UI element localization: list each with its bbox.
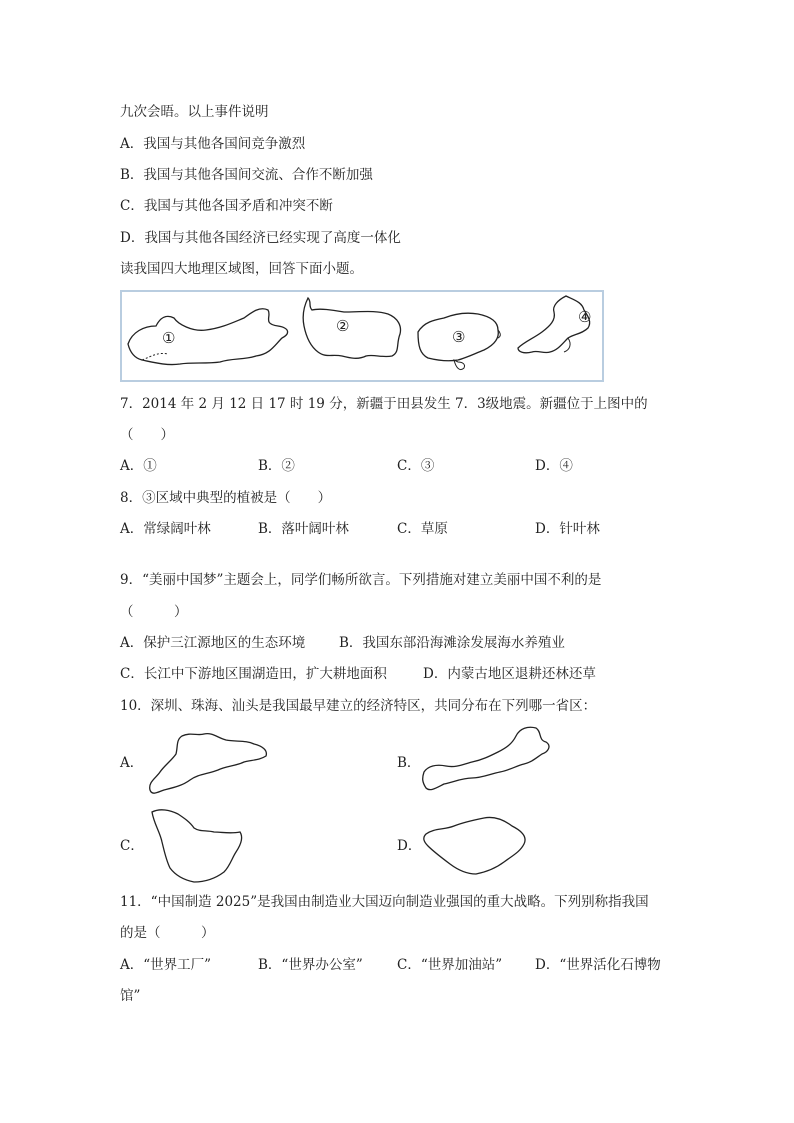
q8-option-a[interactable]: A．常绿阔叶林	[120, 521, 211, 537]
region-2-outline	[303, 298, 400, 358]
province-outline-c[interactable]	[144, 806, 248, 886]
region-map-figure	[120, 290, 604, 382]
q10-option-b[interactable]: B．	[397, 755, 421, 771]
region-map-outlines	[122, 292, 602, 380]
q11-option-d-wrap: 馆”	[120, 988, 141, 1004]
q9-option-d[interactable]: D．内蒙古地区退耕还林还草	[423, 666, 596, 682]
q8-option-b[interactable]: B．落叶阔叶林	[258, 521, 349, 537]
q6-option-d[interactable]: D．我国与其他各国经济已经实现了高度一体化	[120, 230, 401, 246]
province-outline-d[interactable]	[420, 812, 530, 878]
q10-option-a[interactable]: A．	[120, 755, 144, 771]
q7-option-d[interactable]: D．④	[535, 458, 573, 474]
q10-stem: 10．深圳、珠海、汕头是我国最早建立的经济特区，共同分布在下列哪一省区：	[120, 698, 597, 714]
province-outline-a[interactable]	[146, 730, 272, 798]
q11-option-b[interactable]: B．“世界办公室”	[258, 957, 363, 973]
q9-blank: （ ）	[120, 604, 188, 620]
q7-blank: （ ）	[120, 427, 174, 443]
intro-tail: 九次会晤。以上事件说明	[120, 104, 269, 120]
q7-option-c[interactable]: C．③	[397, 458, 435, 474]
q10-option-c[interactable]: C．	[120, 838, 144, 854]
q7-stem: 7．2014 年 2 月 12 日 17 时 19 分，新疆于田县发生 7．3级地震。新疆位于上图中的	[120, 396, 648, 412]
q9-option-b[interactable]: B．我国东部沿海滩涂发展海水养殖业	[339, 635, 565, 651]
region-label-1: ①	[162, 329, 176, 347]
region-label-4: ④	[578, 308, 592, 326]
region-1-outline	[128, 309, 288, 365]
region-label-3: ③	[452, 328, 466, 346]
q11-option-d[interactable]: D．“世界活化石博物	[535, 957, 661, 973]
map-prompt: 读我国四大地理区域图，回答下面小题。	[120, 261, 363, 277]
q11-stem-cont: 的是（ ）	[120, 925, 215, 941]
q9-stem: 9．“美丽中国梦”主题会上，同学们畅所欲言。下列措施对建立美丽中国不利的是	[120, 572, 602, 588]
province-outline-b[interactable]	[420, 722, 554, 798]
q6-option-b[interactable]: B．我国与其他各国间交流、合作不断加强	[120, 167, 373, 183]
q10-option-d[interactable]: D．	[397, 838, 422, 854]
q7-option-b[interactable]: B．②	[258, 458, 295, 474]
q8-option-c[interactable]: C．草原	[397, 521, 448, 537]
q8-stem: 8．③区域中典型的植被是（ ）	[120, 490, 332, 506]
region-label-2: ②	[336, 317, 350, 335]
q7-option-a[interactable]: A．①	[120, 458, 157, 474]
q9-option-c[interactable]: C．长江中下游地区围湖造田，扩大耕地面积	[120, 666, 387, 682]
q8-option-d[interactable]: D．针叶林	[535, 521, 600, 537]
q6-option-a[interactable]: A．我国与其他各国间竞争激烈	[120, 136, 306, 152]
q6-option-c[interactable]: C．我国与其他各国矛盾和冲突不断	[120, 198, 333, 214]
q11-option-c[interactable]: C．“世界加油站”	[397, 957, 503, 973]
q11-stem: 11．“中国制造 2025”是我国由制造业大国迈向制造业强国的重大战略。下列别称指我国	[120, 894, 649, 910]
q11-option-a[interactable]: A．“世界工厂”	[120, 957, 212, 973]
q9-option-a[interactable]: A．保护三江源地区的生态环境	[120, 635, 306, 651]
